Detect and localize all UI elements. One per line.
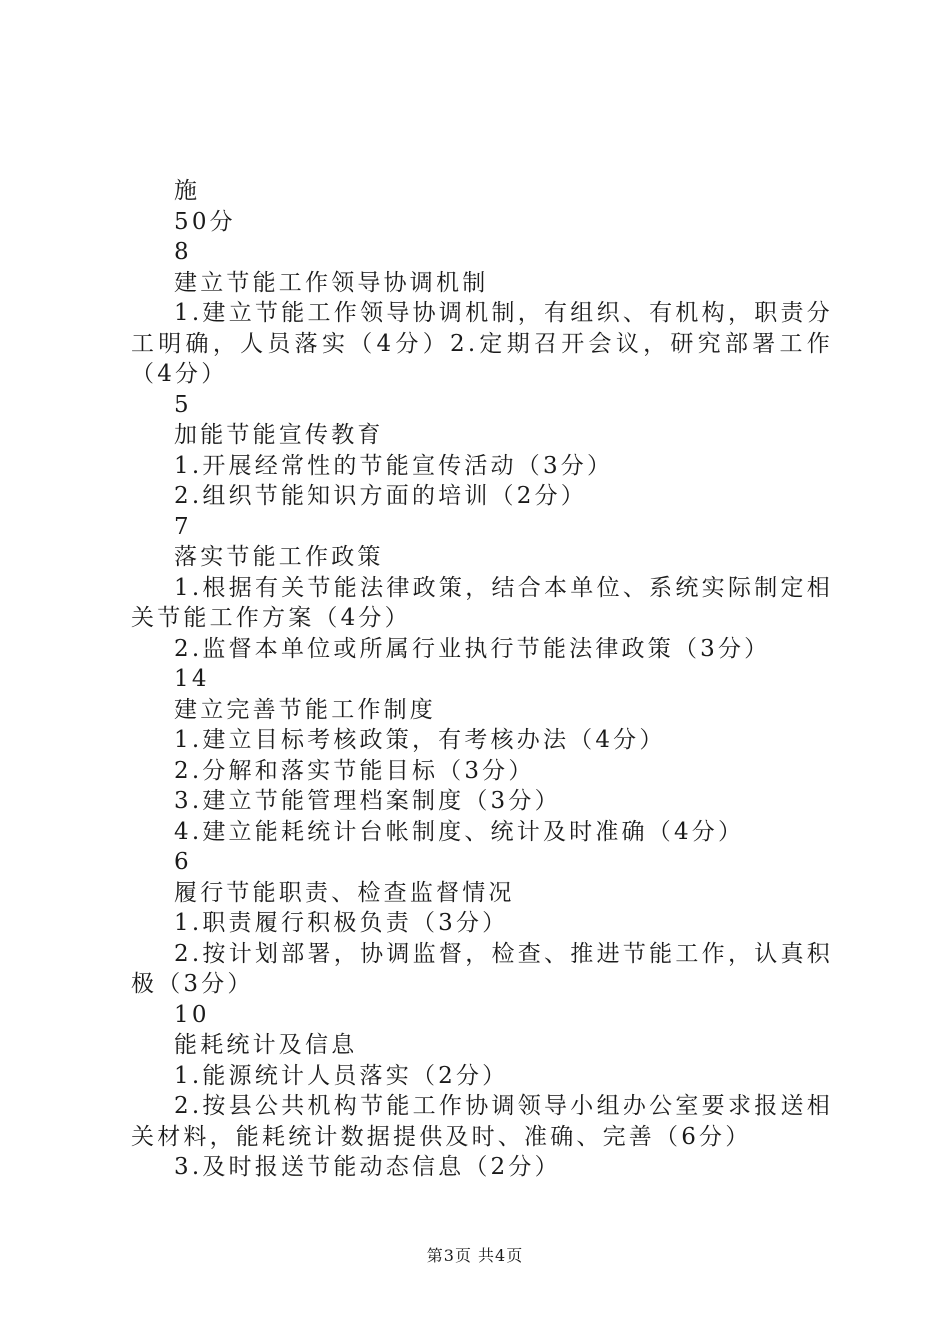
text-line: 施 xyxy=(174,178,201,204)
text-line: 1.能源统计人员落实（2分） xyxy=(174,1062,509,1089)
paragraph: 1.建立节能工作领导协调机制，有组织、有机构，职责分工明确，人员落实（4分）2.定期召开会议，研究部署工作（4分） xyxy=(131,300,833,387)
paragraph: 2.按县公共机构节能工作协调领导小组办公室要求报送相关材料，能耗统计数据提供及时、准确、完善（6分） xyxy=(131,1093,833,1150)
text-line: 落实节能工作政策 xyxy=(174,544,384,570)
text-line: 6 xyxy=(174,849,192,875)
text-line: 1.开展经常性的节能宣传活动（3分） xyxy=(174,452,614,479)
text-line: 3.建立节能管理档案制度（3分） xyxy=(174,788,561,814)
page-footer xyxy=(0,1243,950,1266)
text-line: 4.建立能耗统计台帐制度、统计及时准确（4分） xyxy=(174,818,745,845)
text-line: 加能节能宣传教育 xyxy=(174,422,384,448)
text-line: 10 xyxy=(174,1001,210,1028)
text-line: 能耗统计及信息 xyxy=(174,1032,358,1058)
text-line: 3.及时报送节能动态信息（2分） xyxy=(174,1154,561,1180)
text-line: 8 xyxy=(174,239,192,265)
text-line: 1.职责履行积极负责（3分） xyxy=(174,910,509,936)
text-line: 2.组织节能知识方面的培训（2分） xyxy=(174,483,587,509)
text-line: 2.分解和落实节能目标（3分） xyxy=(174,757,535,784)
text-line: 14 xyxy=(174,666,210,692)
paragraph: 2.按计划部署，协调监督，检查、推进节能工作，认真积极（3分） xyxy=(131,940,833,997)
text-line: 50分 xyxy=(174,208,236,235)
text-line: 2.监督本单位或所属行业执行节能法律政策（3分） xyxy=(174,635,771,662)
page-number: 第3页 共4页 xyxy=(426,1246,524,1265)
text-line: 履行节能职责、检查监督情况 xyxy=(174,879,515,906)
text-line: 建立完善节能工作制度 xyxy=(174,696,436,723)
text-line: 7 xyxy=(174,513,192,540)
text-line: 5 xyxy=(174,391,192,418)
paragraph: 1.根据有关节能法律政策，结合本单位、系统实际制定相关节能工作方案（4分） xyxy=(131,574,833,631)
text-line: 1.建立目标考核政策，有考核办法（4分） xyxy=(174,727,666,753)
text-line: 建立节能工作领导协调机制 xyxy=(174,269,489,296)
document-body xyxy=(131,176,833,1183)
